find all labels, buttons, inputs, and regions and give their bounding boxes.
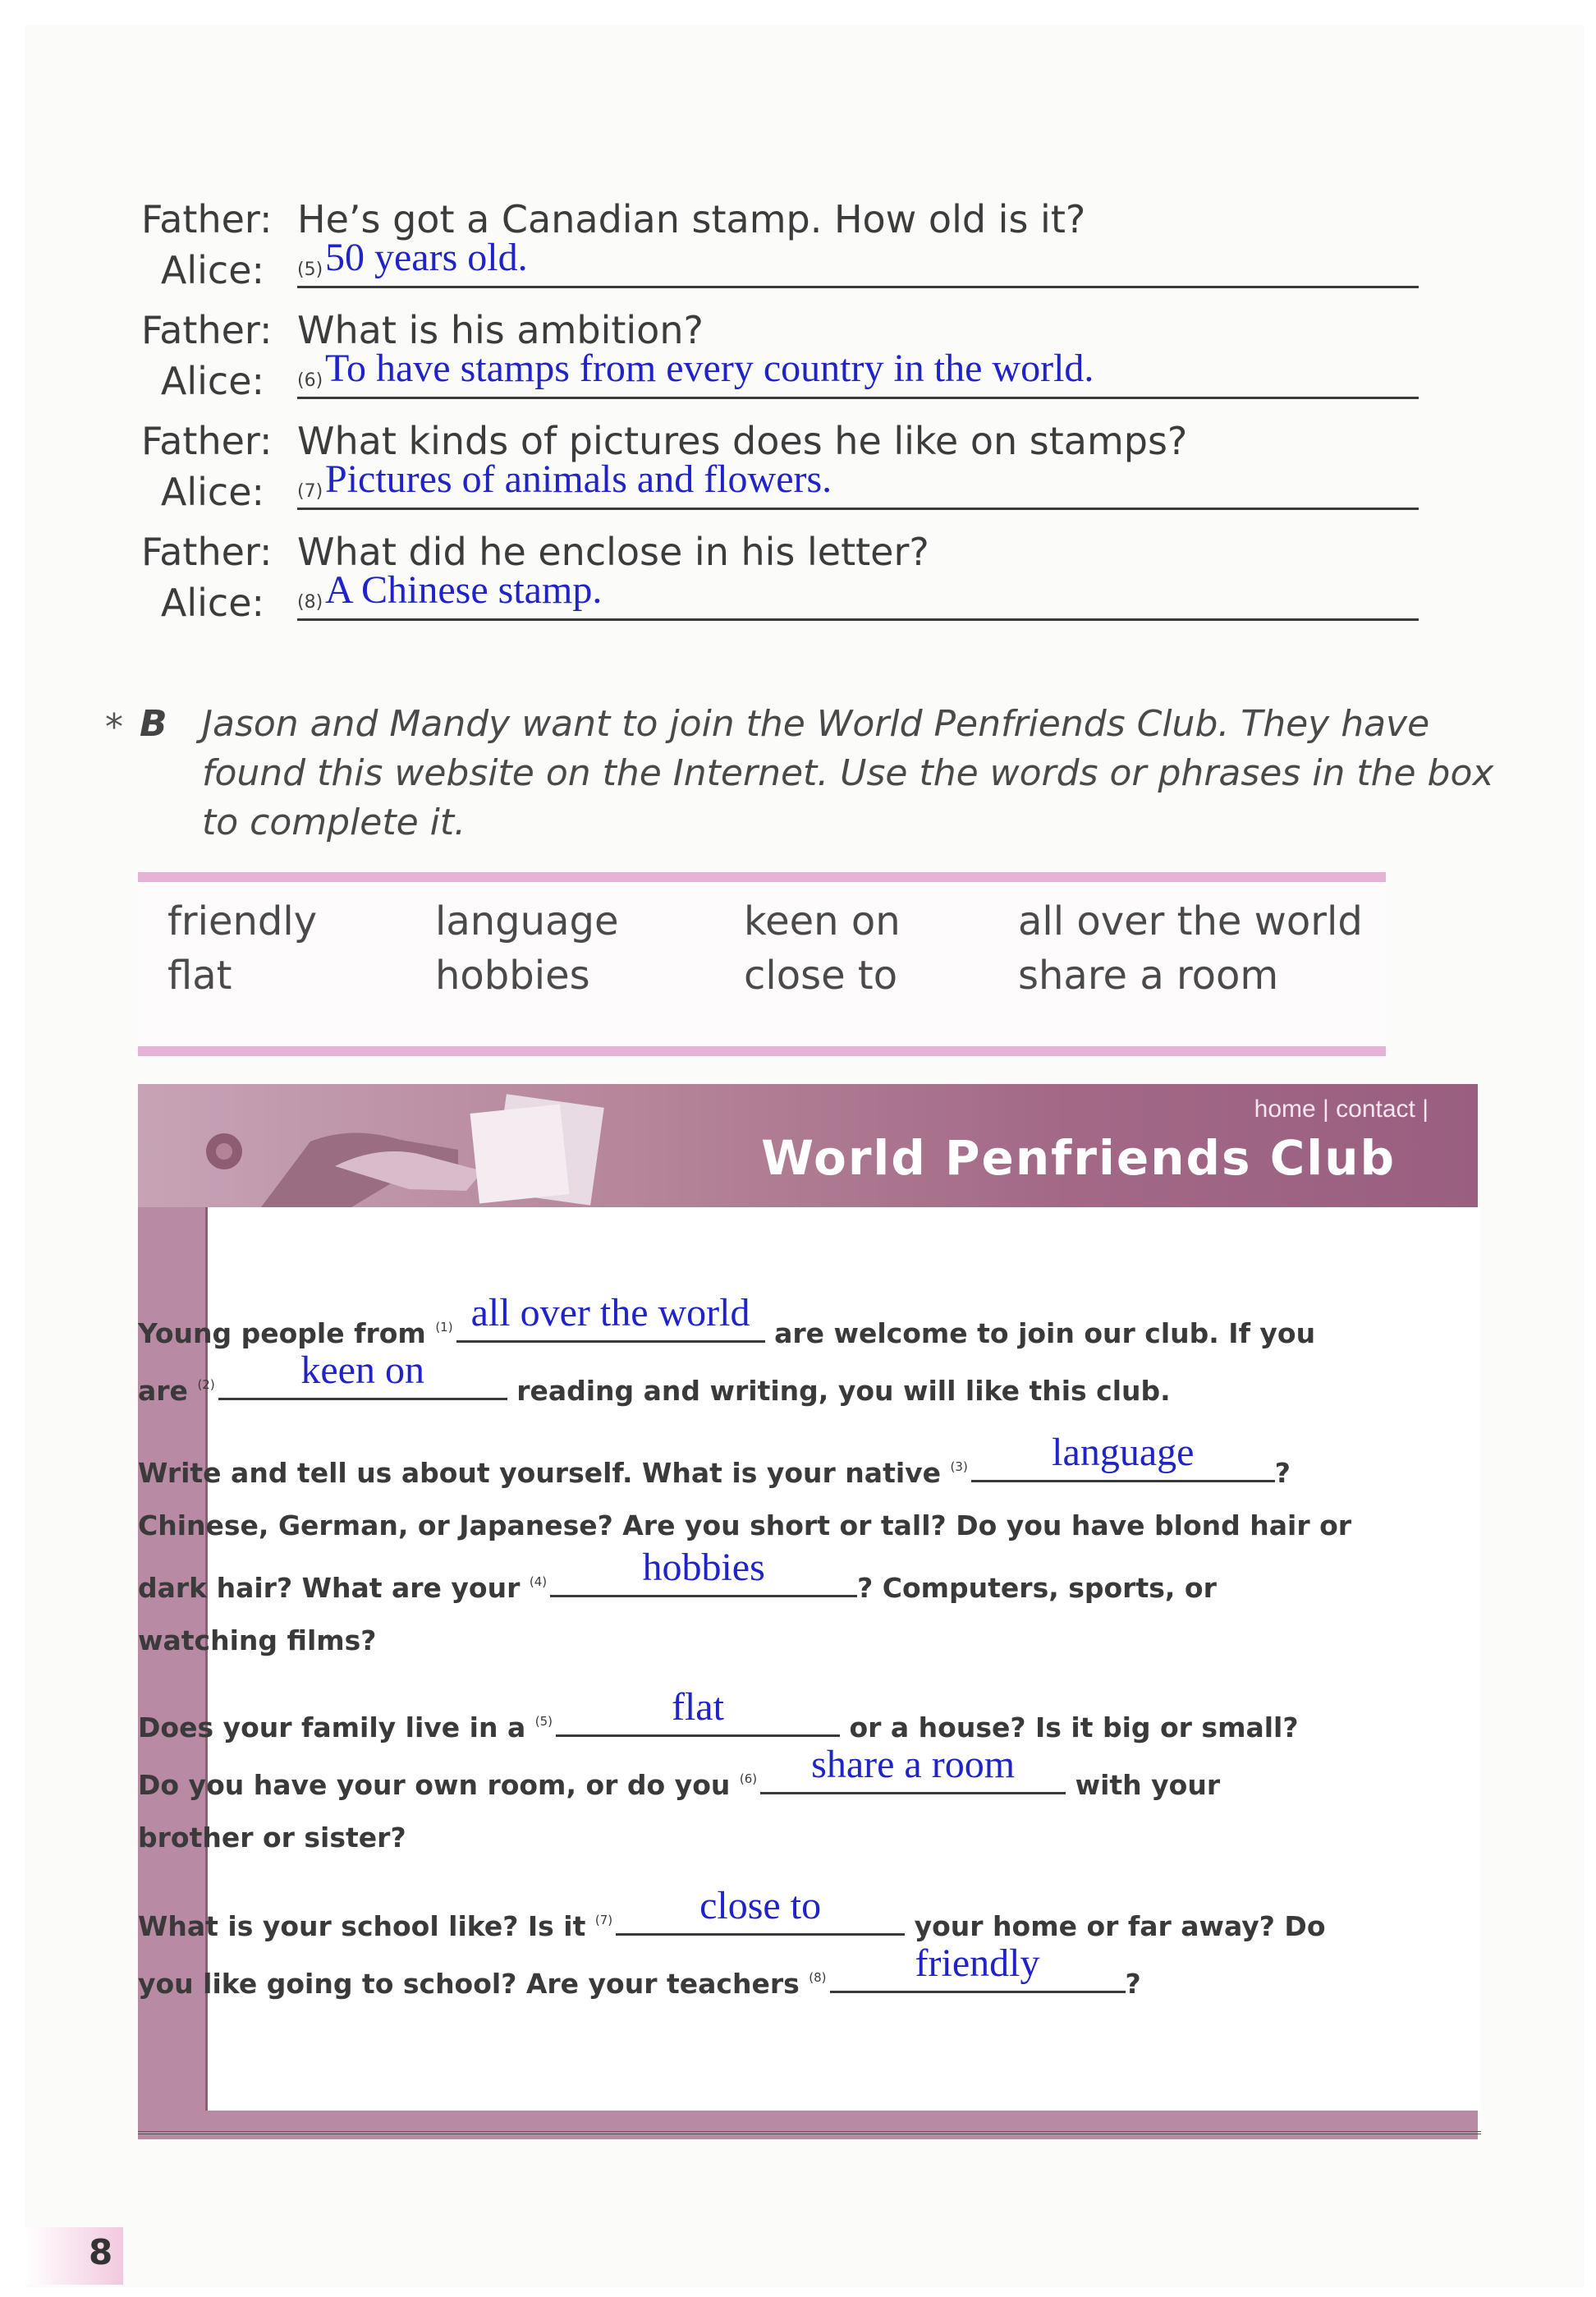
- blank-1: [456, 1291, 765, 1343]
- nav-links[interactable]: home | contact |: [1254, 1096, 1429, 1123]
- blank-number: (2): [197, 1377, 215, 1392]
- word-option: share a room: [1018, 953, 1279, 999]
- blank-number: (8): [809, 1970, 827, 1985]
- text-line: [138, 1743, 1221, 1801]
- speaker-father: Father:: [141, 530, 273, 574]
- text-fragment: Do you have your own room, or do you: [138, 1769, 731, 1801]
- word-option: language: [435, 898, 619, 944]
- blank-answer: close to: [699, 1884, 822, 1927]
- blank-answer: hobbies: [642, 1546, 765, 1589]
- blank-number: (4): [529, 1574, 548, 1589]
- text-fragment: ?: [1125, 1968, 1141, 2000]
- dialogue-row-5: [0, 197, 1596, 304]
- dialogue-row-7: [0, 419, 1596, 526]
- father-question: What kinds of pictures does he like on stamps?: [297, 419, 1188, 463]
- text-line: [138, 1884, 1326, 1942]
- blank-6: [760, 1743, 1066, 1794]
- speaker-alice: Alice:: [160, 248, 264, 292]
- blank-answer: language: [1052, 1431, 1195, 1474]
- text-line: watching films?: [138, 1624, 377, 1656]
- text-fragment: Write and tell us about yourself. What is your native: [138, 1457, 942, 1489]
- answer-line: [297, 618, 1419, 621]
- blank-2: [218, 1348, 507, 1400]
- question-number: (6): [297, 370, 323, 391]
- text-line: Chinese, German, or Japanese? Are you short or tall? Do you have blond hair or: [138, 1509, 1352, 1541]
- word-option: friendly: [167, 898, 318, 944]
- blank-number: (5): [534, 1714, 553, 1729]
- blank-3: [971, 1431, 1275, 1482]
- blank-8: [830, 1941, 1126, 1993]
- text-fragment: are welcome to join our club. If you: [774, 1317, 1316, 1349]
- question-number: (8): [297, 592, 323, 613]
- text-fragment: or a house? Is it big or small?: [849, 1711, 1299, 1743]
- speaker-father: Father:: [141, 197, 273, 241]
- text-line: [138, 1291, 1316, 1349]
- blank-answer: keen on: [300, 1348, 424, 1392]
- answer-line: [297, 397, 1419, 399]
- father-question: What did he enclose in his letter?: [297, 530, 929, 574]
- blank-answer: all over the world: [470, 1291, 750, 1335]
- word-option: hobbies: [435, 953, 590, 999]
- text-fragment: reading and writing, you will like this club.: [516, 1375, 1171, 1407]
- text-fragment: ? Computers, sports, or: [857, 1572, 1217, 1604]
- blank-answer: share a room: [811, 1743, 1016, 1786]
- text-line: brother or sister?: [138, 1822, 406, 1854]
- blank-number: (7): [594, 1913, 613, 1927]
- handwritten-answer: Pictures of animals and flowers.: [325, 457, 832, 501]
- dialogue-row-8: [0, 530, 1596, 636]
- word-option: all over the world: [1018, 898, 1363, 944]
- father-question: What is his ambition?: [297, 308, 704, 352]
- text-fragment: you like going to school? Are your teachers: [138, 1968, 800, 2000]
- word-option: keen on: [744, 898, 901, 944]
- club-title: World Penfriends Club: [761, 1130, 1396, 1186]
- speaker-alice: Alice:: [160, 359, 264, 403]
- question-number: (7): [297, 481, 323, 502]
- text-line: [138, 1941, 1141, 2000]
- text-fragment: Does your family live in a: [138, 1711, 526, 1743]
- handwritten-answer: A Chinese stamp.: [325, 568, 603, 612]
- blank-number: (3): [950, 1459, 968, 1474]
- word-box: [138, 872, 1386, 1056]
- blank-7: [616, 1884, 905, 1936]
- word-option: close to: [744, 953, 898, 999]
- optional-star-icon: *: [105, 706, 123, 748]
- text-fragment: your home or far away? Do: [914, 1910, 1326, 1942]
- text-line: [138, 1685, 1299, 1743]
- text-fragment: dark hair? What are your: [138, 1572, 521, 1604]
- handwritten-answer: To have stamps from every country in the world.: [325, 347, 1094, 390]
- speaker-alice: Alice:: [160, 581, 264, 625]
- page-number: 8: [89, 2232, 113, 2272]
- speaker-father: Father:: [141, 308, 273, 352]
- word-option: flat: [167, 953, 232, 999]
- text-line: [138, 1348, 1171, 1407]
- speaker-alice: Alice:: [160, 470, 264, 514]
- text-fragment: Young people from: [138, 1317, 426, 1349]
- blank-number: (1): [435, 1320, 453, 1335]
- answer-line: [297, 286, 1419, 288]
- handwritten-answer: 50 years old.: [325, 236, 528, 279]
- blank-number: (6): [739, 1771, 758, 1786]
- blank-4: [550, 1546, 857, 1597]
- section-instruction: Jason and Mandy want to join the World Penfriends Club. They have found this website on the Internet. Use the words or phrases in the box to complete it.: [202, 703, 1494, 843]
- text-fragment: are: [138, 1375, 188, 1407]
- website-bottom-border: [138, 2131, 1481, 2134]
- blank-answer: flat: [671, 1685, 724, 1729]
- blank-answer: friendly: [915, 1941, 1040, 1985]
- dialogue-row-6: [0, 308, 1596, 415]
- section-label: B: [140, 703, 167, 745]
- handshake-icon: [187, 1092, 614, 1207]
- blank-5: [556, 1685, 840, 1737]
- website-header: [138, 1084, 1478, 1207]
- text-line: [138, 1431, 1291, 1489]
- text-line: [138, 1546, 1217, 1604]
- text-fragment: What is your school like? Is it: [138, 1910, 586, 1942]
- text-fragment: ?: [1274, 1457, 1291, 1489]
- speaker-father: Father:: [141, 419, 273, 463]
- question-number: (5): [297, 260, 323, 280]
- text-fragment: with your: [1075, 1769, 1221, 1801]
- father-question: He’s got a Canadian stamp. How old is it?: [297, 197, 1086, 241]
- answer-line: [297, 508, 1419, 510]
